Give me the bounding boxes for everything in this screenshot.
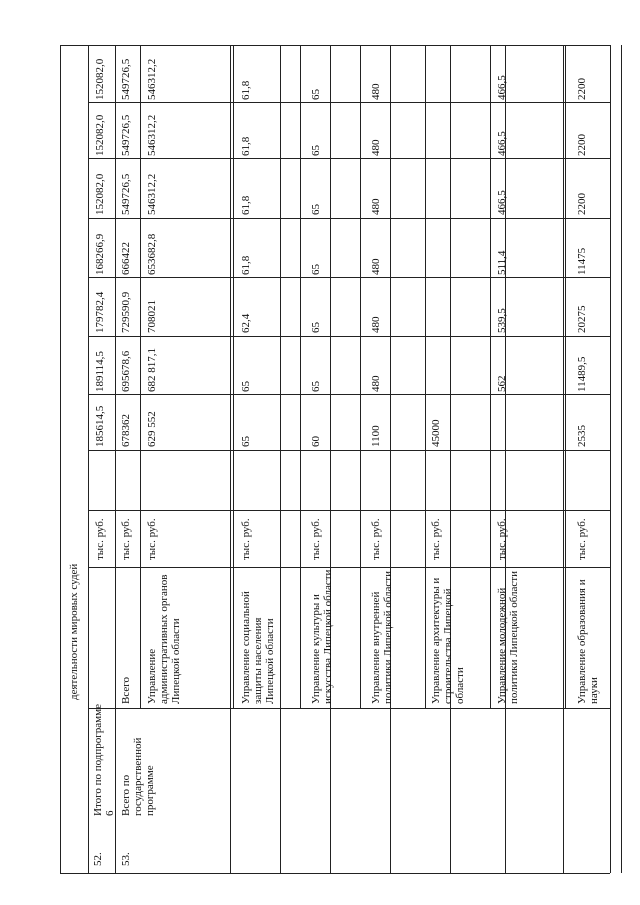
value-cell: 2200 bbox=[576, 78, 588, 100]
value-cell: 549726,5 bbox=[120, 173, 132, 215]
table-rule bbox=[233, 45, 234, 708]
value-cell: 629 552 bbox=[146, 411, 158, 447]
table-rule bbox=[300, 45, 301, 708]
value-cell: 653682,8 bbox=[146, 233, 158, 275]
table-rule bbox=[490, 45, 491, 708]
unit-cell: тыс. руб. bbox=[240, 518, 252, 560]
table-rule bbox=[88, 45, 89, 873]
unit-cell: тыс. руб. bbox=[94, 518, 106, 560]
unit-cell: тыс. руб. bbox=[576, 518, 588, 560]
value-cell: 729590,9 bbox=[120, 291, 132, 333]
value-cell: 185614,5 bbox=[94, 405, 106, 447]
table-rule bbox=[88, 394, 610, 395]
value-cell: 65 bbox=[310, 381, 322, 392]
table-rule bbox=[88, 102, 610, 103]
unit-cell: тыс. руб. bbox=[430, 518, 442, 560]
value-cell: 2535 bbox=[576, 425, 588, 447]
row-title: Итого по подпрограмме 6 bbox=[92, 704, 116, 816]
table-rule bbox=[88, 158, 610, 159]
value-cell: 61,8 bbox=[240, 195, 252, 215]
table-rule bbox=[140, 45, 141, 708]
value-cell: 546312,2 bbox=[146, 114, 158, 156]
unit-cell: тыс. руб. bbox=[310, 518, 322, 560]
executor-cell: Управление административных органов Липецкой области bbox=[146, 574, 182, 704]
value-cell: 65 bbox=[240, 381, 252, 392]
executor-cell: Управление культуры и искусства Липецкой области bbox=[310, 569, 334, 704]
table-rule bbox=[88, 567, 610, 568]
value-cell: 168266,9 bbox=[94, 233, 106, 275]
value-cell: 45000 bbox=[430, 419, 442, 447]
row-number: 52. bbox=[92, 852, 104, 866]
value-cell: 2200 bbox=[576, 134, 588, 156]
value-cell: 65 bbox=[240, 436, 252, 447]
table-rule bbox=[88, 277, 610, 278]
value-cell: 466,5 bbox=[496, 131, 508, 156]
table-rule bbox=[425, 45, 426, 708]
value-cell: 152082,0 bbox=[94, 173, 106, 215]
executor-cell: Управление архитектуры и строительства Липецкой области bbox=[430, 577, 466, 704]
value-cell: 546312,2 bbox=[146, 173, 158, 215]
value-cell: 1100 bbox=[370, 425, 382, 447]
unit-cell: тыс. руб. bbox=[120, 518, 132, 560]
value-cell: 562 bbox=[496, 375, 508, 392]
value-cell: 65 bbox=[310, 322, 322, 333]
value-cell: 65 bbox=[310, 264, 322, 275]
value-cell: 480 bbox=[370, 83, 382, 100]
value-cell: 152082,0 bbox=[94, 114, 106, 156]
executor-cell: Управление внутренней политики Липецкой области bbox=[370, 571, 394, 704]
value-cell: 480 bbox=[370, 258, 382, 275]
unit-cell: тыс. руб. bbox=[370, 518, 382, 560]
value-cell: 65 bbox=[310, 145, 322, 156]
value-cell: 2200 bbox=[576, 193, 588, 215]
value-cell: 61,8 bbox=[240, 255, 252, 275]
value-cell: 11475 bbox=[576, 247, 588, 275]
value-cell: 61,8 bbox=[240, 136, 252, 156]
value-cell: 549726,5 bbox=[120, 114, 132, 156]
value-cell: 666422 bbox=[120, 242, 132, 275]
executor-cell: Управление молодежной политики Липецкой области bbox=[496, 571, 520, 704]
table-rule bbox=[60, 45, 61, 873]
row-title: Всего по государственной программе bbox=[120, 737, 156, 816]
value-cell: 708021 bbox=[146, 300, 158, 333]
table-rule bbox=[565, 45, 566, 708]
value-cell: 549726,5 bbox=[120, 58, 132, 100]
table-rule bbox=[230, 45, 231, 708]
unit-cell: тыс. руб. bbox=[496, 518, 508, 560]
table-rule bbox=[88, 708, 610, 709]
value-cell: 466,5 bbox=[496, 190, 508, 215]
row-continuation-text: деятельности мировых судей bbox=[68, 563, 80, 700]
value-cell: 480 bbox=[370, 375, 382, 392]
table-rule bbox=[88, 510, 610, 511]
value-cell: 62,4 bbox=[240, 313, 252, 333]
table-rule bbox=[88, 218, 610, 219]
unit-cell: тыс. руб. bbox=[146, 518, 158, 560]
value-cell: 466,5 bbox=[496, 75, 508, 100]
value-cell: 511,4 bbox=[496, 250, 508, 275]
value-cell: 695678,6 bbox=[120, 350, 132, 392]
table-rule bbox=[563, 45, 564, 708]
value-cell: 60 bbox=[310, 436, 322, 447]
value-cell: 65 bbox=[310, 204, 322, 215]
value-cell: 682 817,1 bbox=[146, 348, 158, 392]
table-rule bbox=[610, 45, 611, 873]
table-rule bbox=[280, 45, 281, 708]
value-cell: 179782,4 bbox=[94, 291, 106, 333]
value-cell: 61,8 bbox=[240, 80, 252, 100]
table-rule bbox=[360, 45, 361, 708]
executor-cell: Управление социальной защиты населения Липецкой области bbox=[240, 591, 276, 704]
value-cell: 546312,2 bbox=[146, 58, 158, 100]
value-cell: 480 bbox=[370, 198, 382, 215]
executor-cell: Управление образования и науки bbox=[576, 579, 600, 704]
value-cell: 539,5 bbox=[496, 308, 508, 333]
value-cell: 152082,0 bbox=[94, 58, 106, 100]
table-rule bbox=[88, 336, 610, 337]
table-rule bbox=[60, 873, 610, 874]
table-rule bbox=[621, 45, 622, 873]
row-number: 53. bbox=[120, 852, 132, 866]
value-cell: 20275 bbox=[576, 305, 588, 333]
table-rule bbox=[88, 45, 610, 46]
executor-cell: Всего bbox=[120, 677, 132, 704]
value-cell: 11489,5 bbox=[576, 356, 588, 392]
value-cell: 678362 bbox=[120, 414, 132, 447]
value-cell: 65 bbox=[310, 89, 322, 100]
table-rule bbox=[88, 450, 610, 451]
value-cell: 480 bbox=[370, 316, 382, 333]
value-cell: 189114,5 bbox=[94, 351, 106, 392]
value-cell: 480 bbox=[370, 139, 382, 156]
